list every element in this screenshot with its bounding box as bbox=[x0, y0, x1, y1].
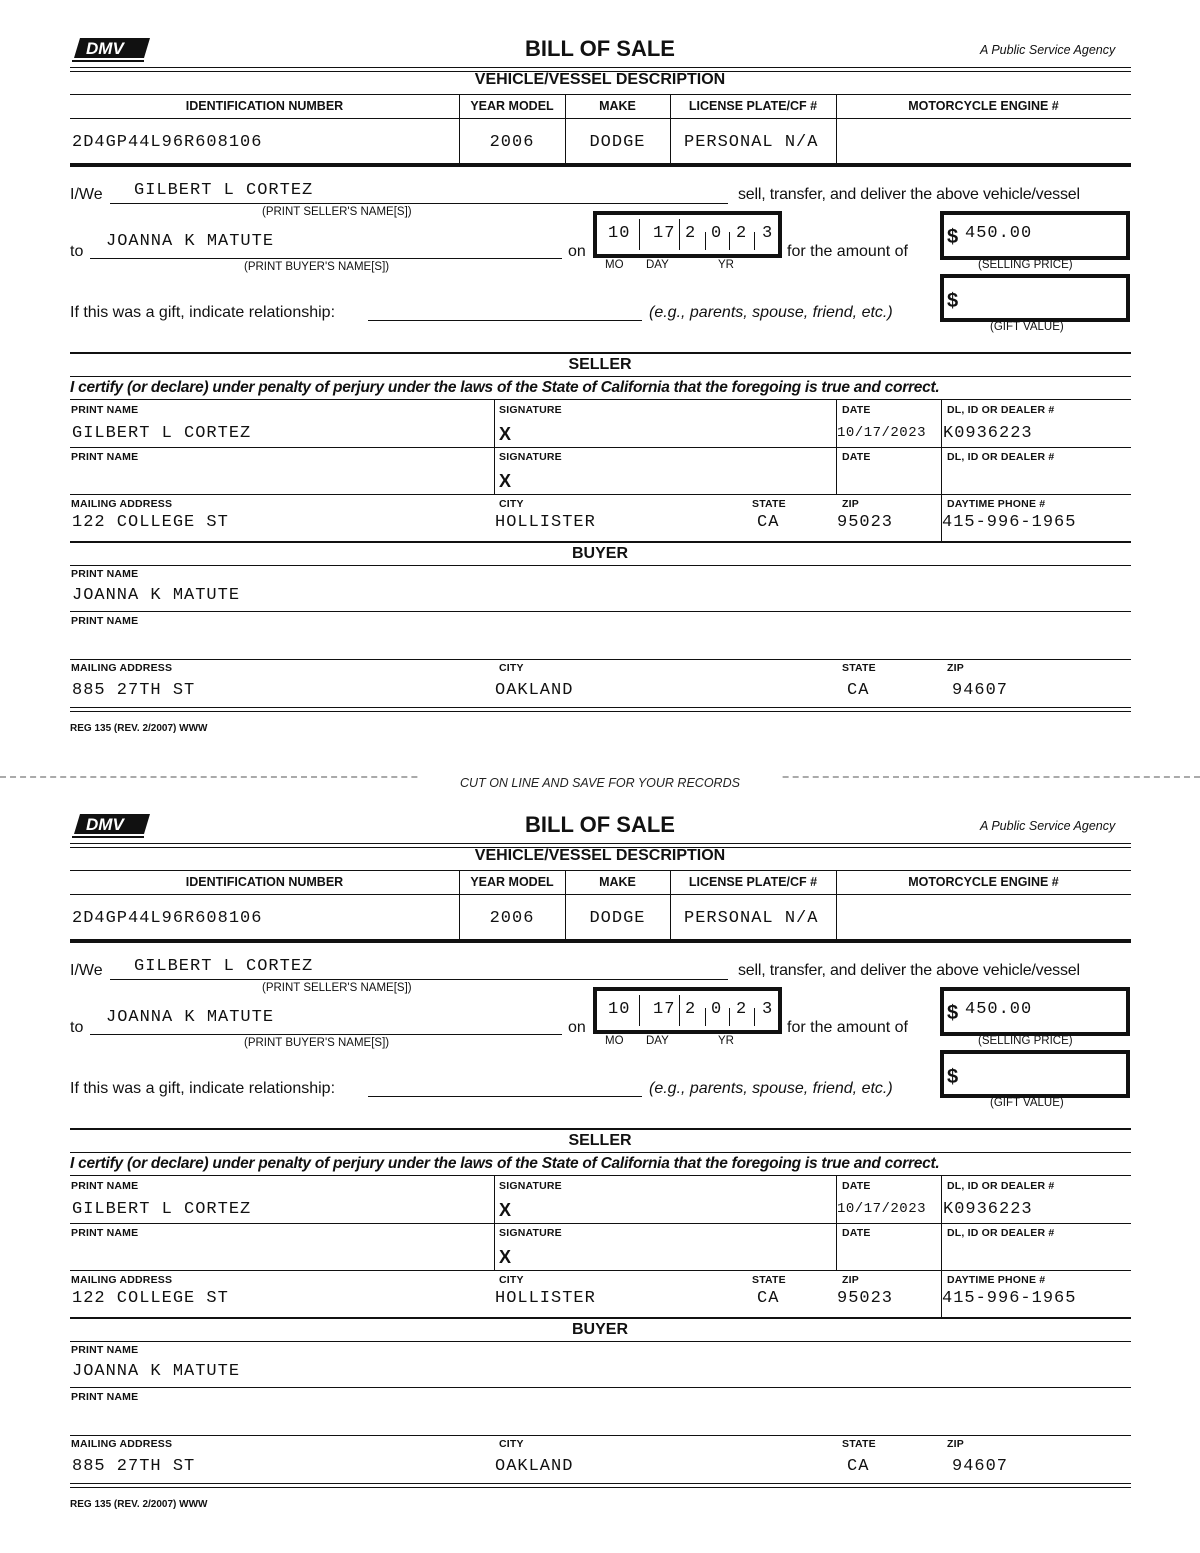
date-divider bbox=[729, 1008, 730, 1026]
gift-value-currency: $ bbox=[947, 290, 959, 312]
rule bbox=[70, 1487, 1131, 1488]
date-divider bbox=[639, 219, 640, 250]
seller-city-label: CITY bbox=[499, 498, 524, 510]
rule bbox=[70, 163, 1131, 167]
sale-date-year-digit[interactable]: 2 bbox=[736, 1000, 748, 1019]
rule bbox=[70, 1175, 1131, 1176]
buyer-address-input[interactable]: 885 27TH ST bbox=[72, 1457, 196, 1476]
rule bbox=[70, 1152, 1131, 1153]
col-header-id: IDENTIFICATION NUMBER bbox=[185, 875, 344, 889]
sale-date-month[interactable]: 10 bbox=[608, 224, 631, 243]
buyer-print-name-label: PRINT NAME bbox=[71, 568, 139, 580]
seller2-signature-mark[interactable]: X bbox=[499, 471, 512, 491]
buyer-name-line bbox=[90, 1034, 562, 1035]
perjury-certification: I certify (or declare) under penalty of perjury under the laws of the State of California that the foregoing is true and correct. bbox=[70, 379, 940, 396]
selling-price-input[interactable]: 450.00 bbox=[965, 224, 1033, 243]
sell-transfer-text: sell, transfer, and deliver the above vehicle/vessel bbox=[738, 186, 1080, 203]
buyer-section-title: BUYER bbox=[571, 1321, 628, 1338]
rule bbox=[70, 611, 1131, 612]
selling-price-caption: (SELLING PRICE) bbox=[978, 1035, 1073, 1047]
seller-section-title: SELLER bbox=[568, 1132, 632, 1149]
col-header-plate: LICENSE PLATE/CF # bbox=[688, 99, 818, 113]
mo-caption: MO bbox=[605, 259, 624, 271]
seller-print-name-label: PRINT NAME bbox=[71, 404, 139, 416]
rule bbox=[70, 1435, 1131, 1436]
col-header-engine: MOTORCYCLE ENGINE # bbox=[908, 875, 1059, 889]
buyer-state-input[interactable]: CA bbox=[847, 681, 870, 700]
amount-text: for the amount of bbox=[787, 243, 908, 260]
sale-date-month[interactable]: 10 bbox=[608, 1000, 631, 1019]
gift-example-text: (e.g., parents, spouse, friend, etc.) bbox=[649, 1080, 893, 1097]
buyer-address-input[interactable]: 885 27TH ST bbox=[72, 681, 196, 700]
make-value[interactable]: DODGE bbox=[589, 909, 646, 928]
buyer-zip-label: ZIP bbox=[947, 662, 964, 674]
date-divider bbox=[679, 219, 680, 250]
rule bbox=[70, 1387, 1131, 1388]
col-header-id: IDENTIFICATION NUMBER bbox=[185, 99, 344, 113]
seller2-date-label: DATE bbox=[842, 451, 871, 463]
date-divider bbox=[705, 1008, 706, 1026]
agency-tagline: A Public Service Agency bbox=[980, 819, 1116, 833]
buyer-print-name-input[interactable]: JOANNA K MATUTE bbox=[72, 1362, 241, 1381]
rule bbox=[70, 565, 1131, 566]
buyer-caption: (PRINT BUYER'S NAME[S]) bbox=[244, 261, 390, 273]
vehicle-section-title: VEHICLE/VESSEL DESCRIPTION bbox=[474, 71, 726, 88]
selling-price-input[interactable]: 450.00 bbox=[965, 1000, 1033, 1019]
seller-zip-label: ZIP bbox=[842, 498, 859, 510]
yr-caption: YR bbox=[718, 259, 734, 271]
seller-state-label: STATE bbox=[752, 1274, 786, 1286]
plate-value[interactable]: PERSONAL N/A bbox=[684, 909, 819, 928]
seller-zip-input[interactable]: 95023 bbox=[837, 1289, 894, 1308]
buyer-city-label: CITY bbox=[499, 662, 524, 674]
iwe-label: I/We bbox=[70, 186, 103, 203]
plate-value[interactable]: PERSONAL N/A bbox=[684, 133, 819, 152]
seller-signature-mark[interactable]: X bbox=[499, 1200, 512, 1220]
form-title: BILL OF SALE bbox=[525, 812, 675, 837]
rule bbox=[70, 939, 1131, 943]
rule bbox=[70, 67, 1131, 68]
seller-caption: (PRINT SELLER'S NAME[S]) bbox=[262, 982, 412, 994]
selling-price-caption: (SELLING PRICE) bbox=[978, 259, 1073, 271]
rule bbox=[70, 707, 1131, 708]
rule bbox=[70, 711, 1131, 712]
selling-price-currency: $ bbox=[947, 226, 959, 248]
buyer-city-input[interactable]: OAKLAND bbox=[495, 681, 574, 700]
amount-text: for the amount of bbox=[787, 1019, 908, 1036]
on-label: on bbox=[568, 1019, 586, 1036]
iwe-label: I/We bbox=[70, 962, 103, 979]
seller-state-label: STATE bbox=[752, 498, 786, 510]
seller-date-input[interactable]: 10/17/2023 bbox=[837, 425, 927, 441]
perjury-certification: I certify (or declare) under penalty of perjury under the laws of the State of California that the foregoing is true and correct. bbox=[70, 1155, 940, 1172]
buyer-zip-label: ZIP bbox=[947, 1438, 964, 1450]
seller-name-input[interactable]: GILBERT L CORTEZ bbox=[134, 181, 314, 200]
gift-example-text: (e.g., parents, spouse, friend, etc.) bbox=[649, 304, 893, 321]
buyer-caption: (PRINT BUYER'S NAME[S]) bbox=[244, 1037, 390, 1049]
vin-value[interactable]: 2D4GP44L96R608106 bbox=[72, 909, 263, 928]
seller2-signature-mark[interactable]: X bbox=[499, 1247, 512, 1267]
seller-city-input[interactable]: HOLLISTER bbox=[495, 513, 596, 532]
gift-value-box bbox=[940, 1050, 1130, 1098]
seller-dl-input[interactable]: K0936223 bbox=[943, 1200, 1033, 1219]
date-divider bbox=[754, 232, 755, 250]
sale-date-year-digit[interactable]: 3 bbox=[762, 1000, 774, 1019]
gift-relationship-label: If this was a gift, indicate relationship: bbox=[70, 304, 336, 321]
rule bbox=[70, 870, 1131, 871]
buyer-mailing-label: MAILING ADDRESS bbox=[71, 662, 173, 674]
bill-of-sale-copy-1 bbox=[0, 0, 1200, 776]
sale-date-year-digit[interactable]: 3 bbox=[762, 224, 774, 243]
cut-instruction: CUT ON LINE AND SAVE FOR YOUR RECORDS bbox=[420, 776, 780, 790]
seller2-signature-label: SIGNATURE bbox=[499, 1227, 562, 1239]
sale-date-year-digit[interactable]: 2 bbox=[685, 224, 697, 243]
seller-section-title: SELLER bbox=[568, 356, 632, 373]
selling-price-currency: $ bbox=[947, 1002, 959, 1024]
seller-date-input[interactable]: 10/17/2023 bbox=[837, 1201, 927, 1217]
seller2-print-name-label: PRINT NAME bbox=[71, 1227, 139, 1239]
seller-phone-input[interactable]: 415-996-1965 bbox=[942, 1289, 1077, 1308]
svg-text:DMV: DMV bbox=[86, 815, 124, 834]
seller2-dl-label: DL, ID OR DEALER # bbox=[947, 451, 1055, 463]
seller-signature-label: SIGNATURE bbox=[499, 404, 562, 416]
seller-name-line bbox=[110, 979, 728, 980]
seller2-print-name-label: PRINT NAME bbox=[71, 451, 139, 463]
make-value[interactable]: DODGE bbox=[589, 133, 646, 152]
buyer-city-input[interactable]: OAKLAND bbox=[495, 1457, 574, 1476]
rule bbox=[70, 447, 1131, 448]
buyer-section-title: BUYER bbox=[571, 545, 628, 562]
bill-of-sale-copy-2 bbox=[0, 776, 1200, 1552]
col-header-year: YEAR MODEL bbox=[470, 99, 554, 113]
rule bbox=[70, 541, 1131, 543]
seller2-dl-label: DL, ID OR DEALER # bbox=[947, 1227, 1055, 1239]
seller-date-label: DATE bbox=[842, 404, 871, 416]
buyer-print-name-label: PRINT NAME bbox=[71, 1344, 139, 1356]
rule bbox=[70, 352, 1131, 354]
rule bbox=[70, 494, 1131, 495]
sale-date-year-digit[interactable]: 2 bbox=[685, 1000, 697, 1019]
form-title: BILL OF SALE bbox=[525, 36, 675, 61]
buyer-state-input[interactable]: CA bbox=[847, 1457, 870, 1476]
form-id: REG 135 (REV. 2/2007) WWW bbox=[70, 1499, 208, 1510]
seller-zip-input[interactable]: 95023 bbox=[837, 513, 894, 532]
date-divider bbox=[754, 1008, 755, 1026]
rule bbox=[70, 376, 1131, 377]
seller-state-input[interactable]: CA bbox=[757, 513, 780, 532]
seller-signature-label: SIGNATURE bbox=[499, 1180, 562, 1192]
rule bbox=[70, 399, 1131, 400]
seller-print-name-input[interactable]: GILBERT L CORTEZ bbox=[72, 1200, 252, 1219]
year-value[interactable]: 2006 bbox=[489, 133, 535, 152]
seller-caption: (PRINT SELLER'S NAME[S]) bbox=[262, 206, 412, 218]
buyer-name-input[interactable]: JOANNA K MATUTE bbox=[106, 1008, 275, 1027]
gift-value-caption: (GIFT VALUE) bbox=[990, 321, 1064, 333]
seller-date-label: DATE bbox=[842, 1180, 871, 1192]
sale-date-year-digit[interactable]: 0 bbox=[711, 1000, 723, 1019]
gift-value-caption: (GIFT VALUE) bbox=[990, 1097, 1064, 1109]
sale-date-year-digit[interactable]: 2 bbox=[736, 224, 748, 243]
rule bbox=[70, 118, 1131, 119]
buyer-city-label: CITY bbox=[499, 1438, 524, 1450]
seller-dl-input[interactable]: K0936223 bbox=[943, 424, 1033, 443]
sale-date-day[interactable]: 17 bbox=[653, 224, 676, 243]
agency-tagline: A Public Service Agency bbox=[980, 43, 1116, 57]
year-value[interactable]: 2006 bbox=[489, 909, 535, 928]
day-caption: DAY bbox=[646, 1035, 669, 1047]
yr-caption: YR bbox=[718, 1035, 734, 1047]
seller-address-input[interactable]: 122 COLLEGE ST bbox=[72, 1289, 229, 1308]
col-header-make: MAKE bbox=[599, 875, 636, 889]
on-label: on bbox=[568, 243, 586, 260]
gift-relationship-line[interactable] bbox=[368, 1096, 642, 1097]
rule bbox=[70, 94, 1131, 95]
rule bbox=[70, 1270, 1131, 1271]
date-divider bbox=[705, 232, 706, 250]
rule bbox=[70, 1223, 1131, 1224]
rule bbox=[70, 1341, 1131, 1342]
col-header-engine: MOTORCYCLE ENGINE # bbox=[908, 99, 1059, 113]
date-divider bbox=[679, 995, 680, 1026]
gift-relationship-line[interactable] bbox=[368, 320, 642, 321]
gift-value-box bbox=[940, 274, 1130, 322]
buyer-zip-input[interactable]: 94607 bbox=[952, 1457, 1009, 1476]
seller-mailing-label: MAILING ADDRESS bbox=[71, 1274, 173, 1286]
seller2-date-label: DATE bbox=[842, 1227, 871, 1239]
vehicle-section-title: VEHICLE/VESSEL DESCRIPTION bbox=[474, 847, 726, 864]
seller-phone-label: DAYTIME PHONE # bbox=[947, 1274, 1046, 1286]
rule bbox=[70, 1128, 1131, 1130]
seller-dl-label: DL, ID OR DEALER # bbox=[947, 1180, 1055, 1192]
col-header-make: MAKE bbox=[599, 99, 636, 113]
col-header-year: YEAR MODEL bbox=[470, 875, 554, 889]
rule bbox=[70, 1483, 1131, 1484]
col-header-plate: LICENSE PLATE/CF # bbox=[688, 875, 818, 889]
buyer-print-name-input[interactable]: JOANNA K MATUTE bbox=[72, 586, 241, 605]
seller2-signature-label: SIGNATURE bbox=[499, 451, 562, 463]
seller-city-input[interactable]: HOLLISTER bbox=[495, 1289, 596, 1308]
svg-text:DMV: DMV bbox=[86, 39, 124, 58]
date-divider bbox=[729, 232, 730, 250]
rule bbox=[70, 659, 1131, 660]
buyer-state-label: STATE bbox=[842, 1438, 876, 1450]
seller-mailing-label: MAILING ADDRESS bbox=[71, 498, 173, 510]
form-id: REG 135 (REV. 2/2007) WWW bbox=[70, 723, 208, 734]
seller-state-input[interactable]: CA bbox=[757, 1289, 780, 1308]
buyer-name-input[interactable]: JOANNA K MATUTE bbox=[106, 232, 275, 251]
seller-print-name-input[interactable]: GILBERT L CORTEZ bbox=[72, 424, 252, 443]
sale-date-year-digit[interactable]: 0 bbox=[711, 224, 723, 243]
seller-phone-label: DAYTIME PHONE # bbox=[947, 498, 1046, 510]
buyer-name-line bbox=[90, 258, 562, 259]
seller-dl-label: DL, ID OR DEALER # bbox=[947, 404, 1055, 416]
buyer2-print-name-label: PRINT NAME bbox=[71, 1391, 139, 1403]
seller-address-input[interactable]: 122 COLLEGE ST bbox=[72, 513, 229, 532]
buyer-mailing-label: MAILING ADDRESS bbox=[71, 1438, 173, 1450]
day-caption: DAY bbox=[646, 259, 669, 271]
seller-zip-label: ZIP bbox=[842, 1274, 859, 1286]
vin-value[interactable]: 2D4GP44L96R608106 bbox=[72, 133, 263, 152]
date-divider bbox=[639, 995, 640, 1026]
seller-print-name-label: PRINT NAME bbox=[71, 1180, 139, 1192]
rule bbox=[70, 843, 1131, 844]
sale-date-day[interactable]: 17 bbox=[653, 1000, 676, 1019]
rule bbox=[70, 894, 1131, 895]
buyer-zip-input[interactable]: 94607 bbox=[952, 681, 1009, 700]
rule bbox=[70, 1317, 1131, 1319]
mo-caption: MO bbox=[605, 1035, 624, 1047]
seller-signature-mark[interactable]: X bbox=[499, 424, 512, 444]
seller-name-input[interactable]: GILBERT L CORTEZ bbox=[134, 957, 314, 976]
to-label: to bbox=[70, 243, 84, 260]
gift-relationship-label: If this was a gift, indicate relationship: bbox=[70, 1080, 336, 1097]
buyer-state-label: STATE bbox=[842, 662, 876, 674]
sell-transfer-text: sell, transfer, and deliver the above vehicle/vessel bbox=[738, 962, 1080, 979]
gift-value-currency: $ bbox=[947, 1066, 959, 1088]
buyer2-print-name-label: PRINT NAME bbox=[71, 615, 139, 627]
seller-name-line bbox=[110, 203, 728, 204]
seller-city-label: CITY bbox=[499, 1274, 524, 1286]
seller-phone-input[interactable]: 415-996-1965 bbox=[942, 513, 1077, 532]
to-label: to bbox=[70, 1019, 84, 1036]
